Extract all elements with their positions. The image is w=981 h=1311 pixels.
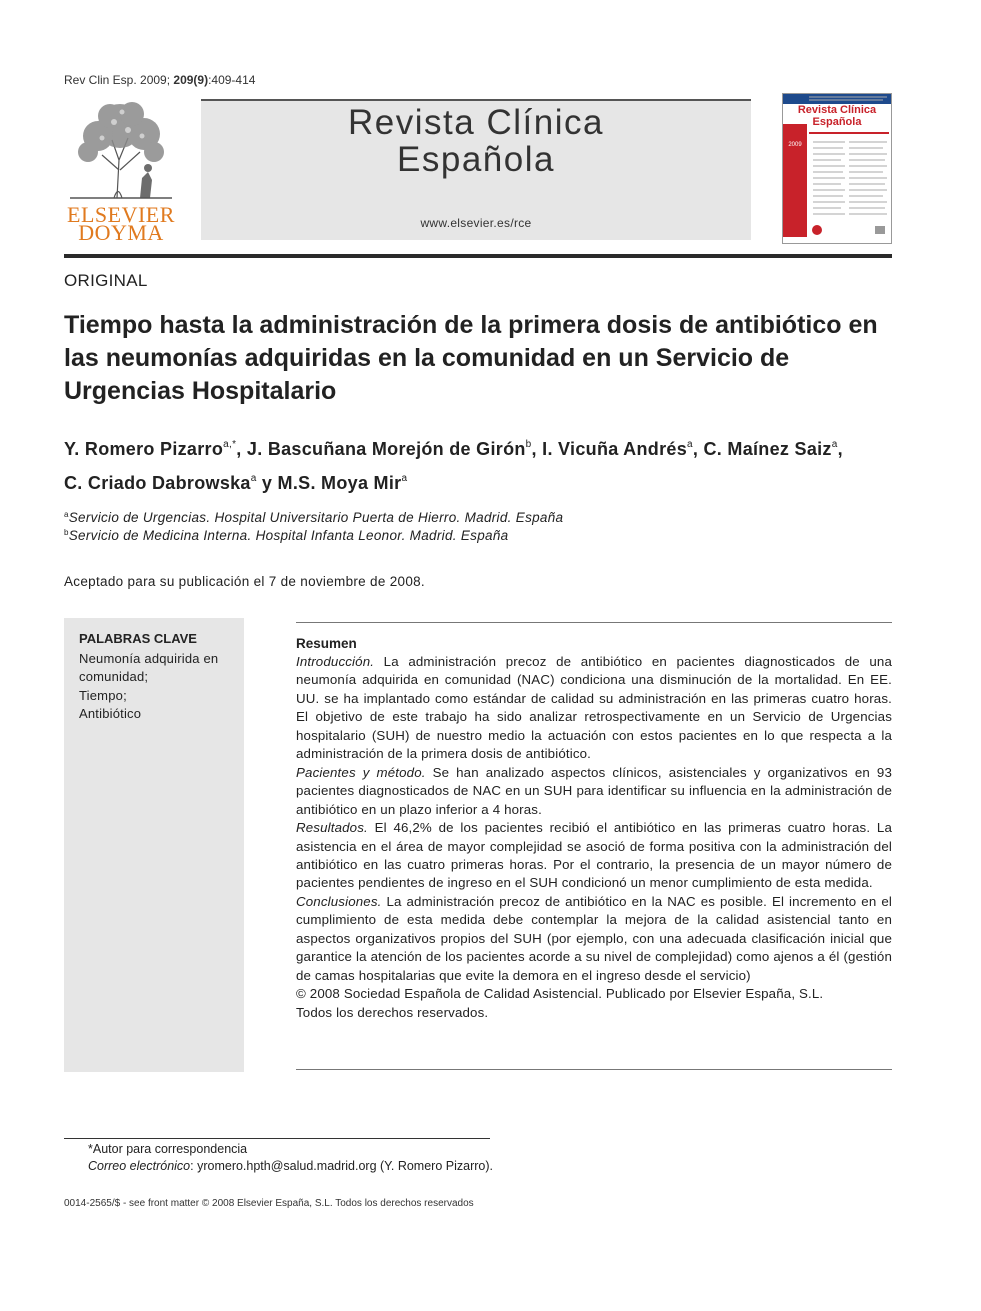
email-link[interactable]: : yromero.hpth@salud.madrid.org (Y. Romero Pizarro). [190,1159,493,1173]
journal-url: www.elsevier.es/rce [420,216,532,230]
abstract-bottom-rule [296,1069,892,1070]
section-label: ORIGINAL [64,271,148,290]
journal-title: Revista Clínica Española [348,103,604,179]
abstract-introduction: Introducción. La administración precoz de antibiótico en pacientes diagnosticados de una neumonía adquirida en comunidad (NAC) condiciona una disminución de la mortalidad. En EE. UU. se ha implantado como estándar de calidad su administración en las primeras cuatro horas. El objetivo de este trabajo ha sido analizar retrospectivamente en un Servicio de Urgencias hospitalario (SUH) de nuestro medio la actuación con estos pacientes en lo que respecta a la administración de la primera dosis de antibiótico. [296,654,892,762]
cover-year: 2009 [788,142,802,148]
cover-title: Revista Clínica Española [797,104,877,128]
header-divider [201,99,751,101]
abstract-methods: Pacientes y método. Se han analizado aspectos clínicos, asistenciales y organizativos en 93 pacientes diagnosticados de NAC en un SUH para identificar su influencia en la administración de antibiótico en un plazo inferior a 4 horas. [296,764,892,817]
elsevier-doyma-logo [62,100,180,245]
abstract-heading: Resumen [296,636,357,651]
abstract-copyright: © 2008 Sociedad Española de Calidad Asistencial. Publicado por Elsevier España, S.L. Todos los derechos reservados. [296,986,824,1020]
issn-line: 0014-2565/$ - see front matter © 2008 Elsevier España, S.L. Todos los derechos reservados [64,1198,474,1209]
publisher-name-line2: DOYMA [78,220,164,245]
keywords-heading: PALABRAS CLAVE [79,631,197,646]
keyword-item: Antibiótico [79,706,142,722]
publisher-name-line1: ELSEVIER [67,202,175,227]
header-rule [64,254,892,258]
author-list: Y. Romero Pizarro$^{a,*}$, J. Bascuñana Morejón de Girón$^b$, I. Vicuña Andrés$^a$, C. Maínez Saiz$^a$, C. Criado Dabrowska$^a$ y M.S. Moya Mir$^a$ [64,439,843,493]
journal-citation: Rev Clin Esp. 2009; 209(9):409-414 [64,73,256,87]
article-title: Tiempo hasta la administración de la primera dosis de antibiótico en las neumonías adquiridas en la comunidad en un Servicio de Urgencias Hospitalario [64,311,878,405]
tree-emblem-icon [62,100,180,200]
affiliation-a: $^a$Servicio de Urgencias. Hospital Universitario Puerta de Hierro. Madrid. España [64,510,564,525]
keywords-list [79,650,239,724]
acceptance-date: Aceptado para su publicación el 7 de noviembre de 2008. [64,574,425,589]
corresponding-email: Correo electrónico: yromero.hpth@salud.madrid.org (Y. Romero Pizarro). [88,1159,493,1173]
abstract-top-rule [296,622,892,623]
footnote-rule [64,1138,490,1139]
keyword-item: Tiempo; [79,687,127,703]
affiliation-b: $^b$Servicio de Medicina Interna. Hospital Infanta Leonor. Madrid. España [64,528,509,543]
corresponding-author-note: *Autor para correspondencia [88,1142,248,1156]
abstract-conclusions: Conclusiones. La administración precoz de antibiótico en la NAC es posible. El incremento en el cumplimiento de esta medida debe contemplar la mejora de la calidad asistencial tanto en aspectos organizativos propios del SUH (por ejemplo, con una adecuada clasificación inicial que garantice la atención de los pacientes acorde a su nivel de complejidad) como ajenos a él (gestión de camas hospitalarias que evite la demora en el ingreso desde el servicio) [296,893,892,983]
abstract-results: Resultados. El 46,2% de los pacientes recibió el antibiótico en las primeras cuatro horas. La asistencia en el área de mayor complejidad se asoció de forma positiva con la administración del antibiótico en las cuatro primeras horas. Por el contrario, la presencia de un mayor número de pacientes pendientes de ingreso en el SUH condicionó un menor cumplimiento de esta medida. [296,820,892,891]
journal-cover-thumbnail [782,93,892,244]
abstract-body [296,653,892,1022]
keyword-item: Neumonía adquirida en comunidad; [79,651,219,685]
